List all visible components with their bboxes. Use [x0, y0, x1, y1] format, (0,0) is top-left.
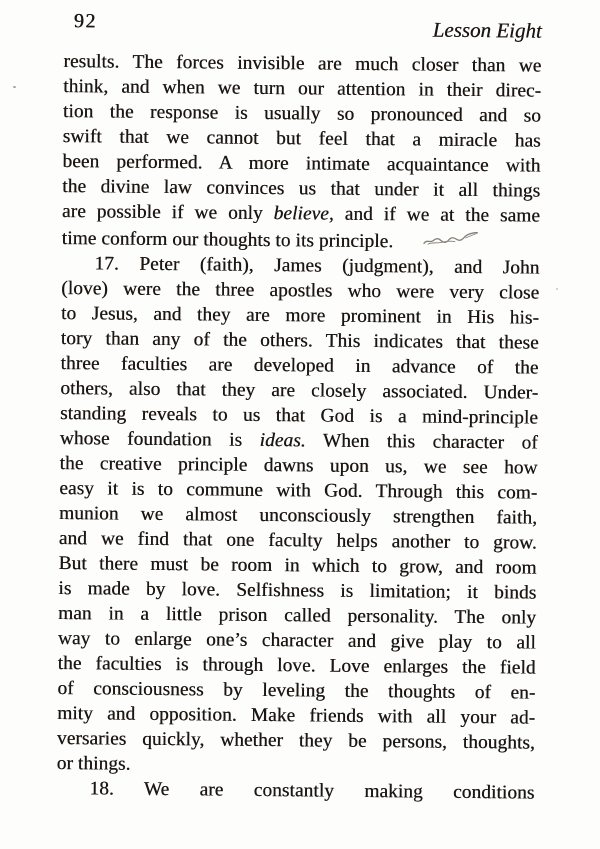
text: results. The forces invisible are much closer than we — [63, 51, 542, 77]
text: and we find that one faculty helps another to grow. — [58, 528, 537, 554]
text: are possible if we only — [61, 201, 274, 225]
text-block — [56, 49, 541, 806]
text: to Jesus, and they are more prominent in His his- — [60, 303, 540, 329]
italic-text: believe, — [273, 203, 334, 225]
text: whose foundation is — [59, 428, 260, 451]
text: the divine law convinces us that under it all things — [62, 176, 541, 202]
text: man in a little prison called personality. The only — [58, 603, 537, 629]
text: mity and opposition. Make friends with all your ad- — [57, 703, 536, 729]
paragraph — [56, 776, 534, 806]
ink-smudge — [422, 227, 480, 253]
text: think, and when we turn our attention in their direc- — [63, 76, 542, 102]
paragraph — [62, 49, 542, 256]
text: way to enlarge one’s character and give play to all — [57, 628, 536, 654]
text: munion we almost unconsciously strengthen faith, — [58, 503, 538, 529]
text: or things. — [56, 753, 131, 775]
text: 18. We are constantly making conditions — [89, 778, 535, 804]
text: three faculties are developed in advance of the — [60, 353, 539, 379]
scan-speck — [13, 86, 16, 88]
text: tion the response is usually so pronounced and so — [62, 101, 542, 127]
text: been performed. A more intimate acquaintance with — [62, 151, 541, 177]
running-header-title: Lesson Eight — [432, 17, 542, 43]
text: the faculties is through love. Love enlarges the field — [57, 653, 536, 679]
text: easy it is to commune with God. Through this com- — [59, 478, 538, 504]
text: swift that we cannot but feel that a miracle has — [62, 126, 541, 152]
text: others, also that they are closely associated. Under- — [60, 378, 539, 404]
text: and if we at the same — [333, 203, 541, 227]
text: But there must be room in which to grow, and room — [58, 553, 537, 579]
text: (love) were the three apostles who were very close — [61, 278, 540, 304]
page-number: 92 — [73, 10, 97, 33]
text: standing reveals to us that God is a mind-principle — [59, 403, 539, 429]
text: of consciousness by leveling the thoughts of en- — [57, 678, 536, 704]
text: tory than any of the others. This indicates that these — [60, 328, 539, 354]
scan-speck — [556, 288, 558, 290]
paragraph — [57, 251, 540, 781]
running-header — [73, 8, 542, 43]
italic-text: ideas. — [259, 429, 306, 452]
text: 17. Peter (faith), James (judgment), and John — [94, 253, 540, 279]
text: When this character of — [305, 430, 538, 454]
text: the creative principle dawns upon us, we see how — [59, 453, 538, 479]
text: time conform our thoughts to its principle. — [61, 228, 394, 253]
text-line — [56, 776, 534, 806]
text: versaries quickly, whether they be persons, thoughts, — [56, 728, 535, 754]
text: is made by love. Selfishness is limitation; it binds — [58, 578, 537, 604]
